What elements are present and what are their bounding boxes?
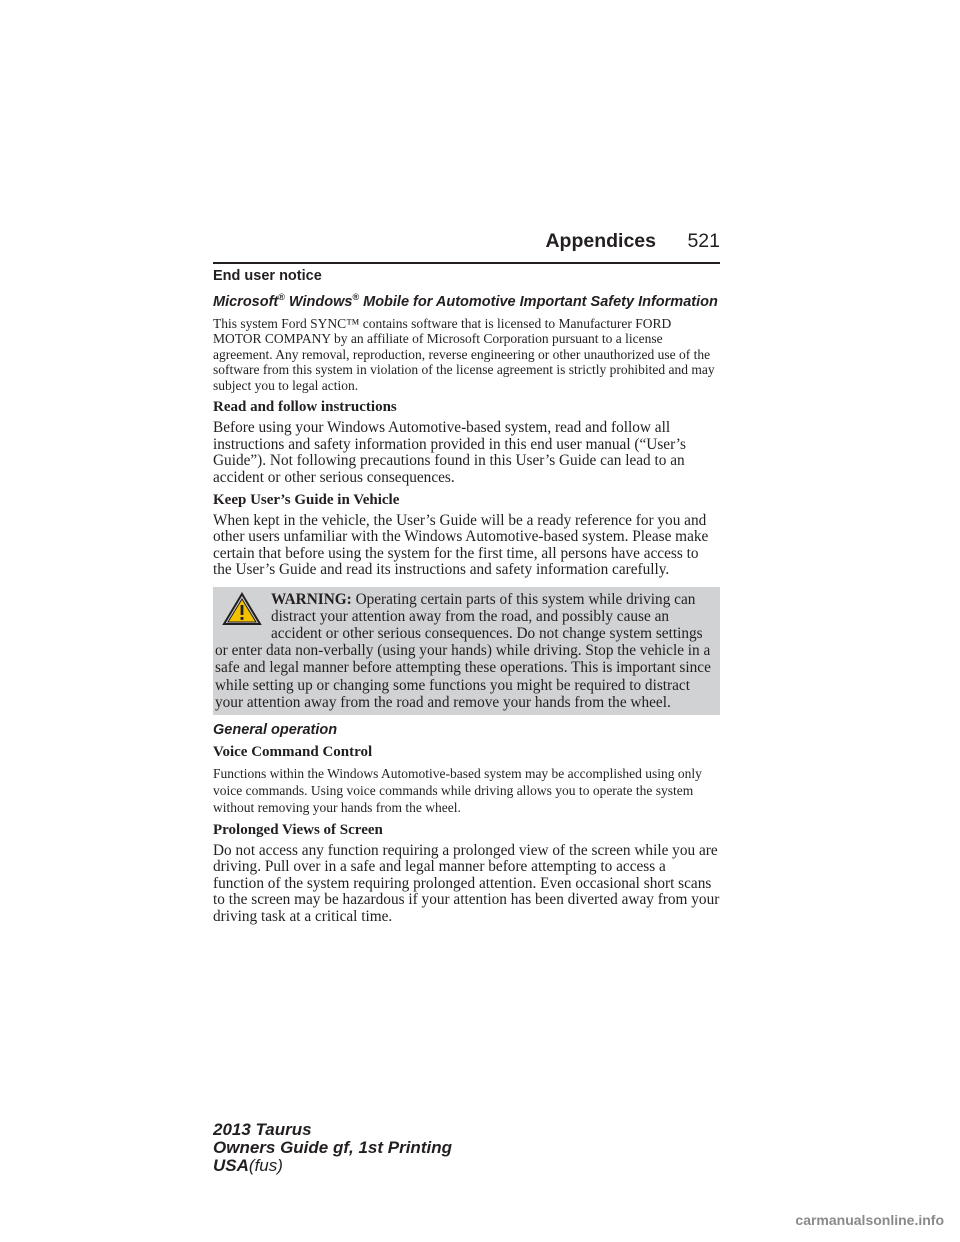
- microsoft-safety-heading: [213, 290, 720, 310]
- ms-heading-part2: Windows: [288, 293, 353, 310]
- warning-label: WARNING:: [271, 590, 352, 608]
- footer-line-model: 2013 Taurus: [213, 1120, 312, 1139]
- footer-line-region: [213, 1157, 452, 1175]
- page-number: 521: [687, 230, 720, 252]
- voice-command-heading: Voice Command Control: [213, 744, 373, 760]
- page-content: [213, 268, 720, 931]
- keep-guide-paragraph: When kept in the vehicle, the User’s Guide will be a ready reference for you and other users unfamiliar with the Windows Automotive-based system. Please make certain that before using the system for the first time, all persons have access to the User’s Guide and read its instructions and safety information carefully.: [213, 511, 709, 579]
- ms-heading-part3: Mobile for Automotive Important Safety Information: [363, 293, 718, 310]
- prolonged-views-paragraph: Do not access any function requiring a prolonged view of the screen while you are driving. Pull over in a safe and legal manner before attempting to access a function of the system requiring prolonged attention. Even occasional short scans to the screen may be hazardous if your attention has been diverted away from your driving task at a critical time.: [213, 842, 720, 925]
- read-follow-heading: Read and follow instructions: [213, 399, 397, 416]
- license-paragraph: This system Ford SYNC™ contains software that is licensed to Manufacturer FORD MOTOR COMPANY by an affiliate of Microsoft Corporation pursuant to a license agreement. Any removal, reproduction, reverse engineering or other unauthorized use of the software from this system in violation of the license agreement is strictly prohibited and may subject you to legal action.: [213, 315, 715, 393]
- warning-text: Operating certain parts of this system while driving can distract your attention away from the road, and possibly cause an accident or other serious consequences. Do not change system settings or enter data non-verbally (using your hands) while driving. Stop the vehicle in a safe and legal manner before attempting these operations. This is important since while setting up or changing some functions you might be required to distract your attention away from the road and remove your hands from the wheel.: [215, 590, 711, 711]
- warning-box: [213, 587, 720, 715]
- section-title: Appendices: [545, 230, 656, 252]
- document-footer: [213, 1121, 452, 1175]
- general-operation-heading: General operation: [213, 722, 338, 738]
- read-follow-paragraph: Before using your Windows Automotive-based system, read and follow all instructions and safety information provided in this end user manual (“User’s Guide”). Not following precautions found in this User’s Guide can lead to an accident or other serious consequences.: [213, 419, 686, 486]
- footer-region: USA: [213, 1156, 249, 1175]
- footer-line-guide: Owners Guide gf, 1st Printing: [213, 1138, 452, 1157]
- page-header: [213, 230, 720, 264]
- footer-region-code: (fus): [248, 1156, 283, 1175]
- warning-triangle-icon: [221, 591, 263, 627]
- keep-guide-heading: Keep User’s Guide in Vehicle: [213, 491, 400, 508]
- ms-heading-part1: Microsoft: [213, 293, 279, 310]
- voice-command-paragraph: Functions within the Windows Automotive-based system may be accomplished using only voice commands. Using voice commands while driving allows you to operate the system without removing your hands from the wheel.: [213, 766, 702, 815]
- registered-mark: ®: [352, 292, 360, 302]
- registered-mark: ®: [278, 292, 285, 302]
- end-user-notice-heading: End user notice: [213, 268, 322, 284]
- prolonged-views-heading: Prolonged Views of Screen: [213, 822, 383, 838]
- watermark: carmanualsonline.info: [795, 1212, 944, 1228]
